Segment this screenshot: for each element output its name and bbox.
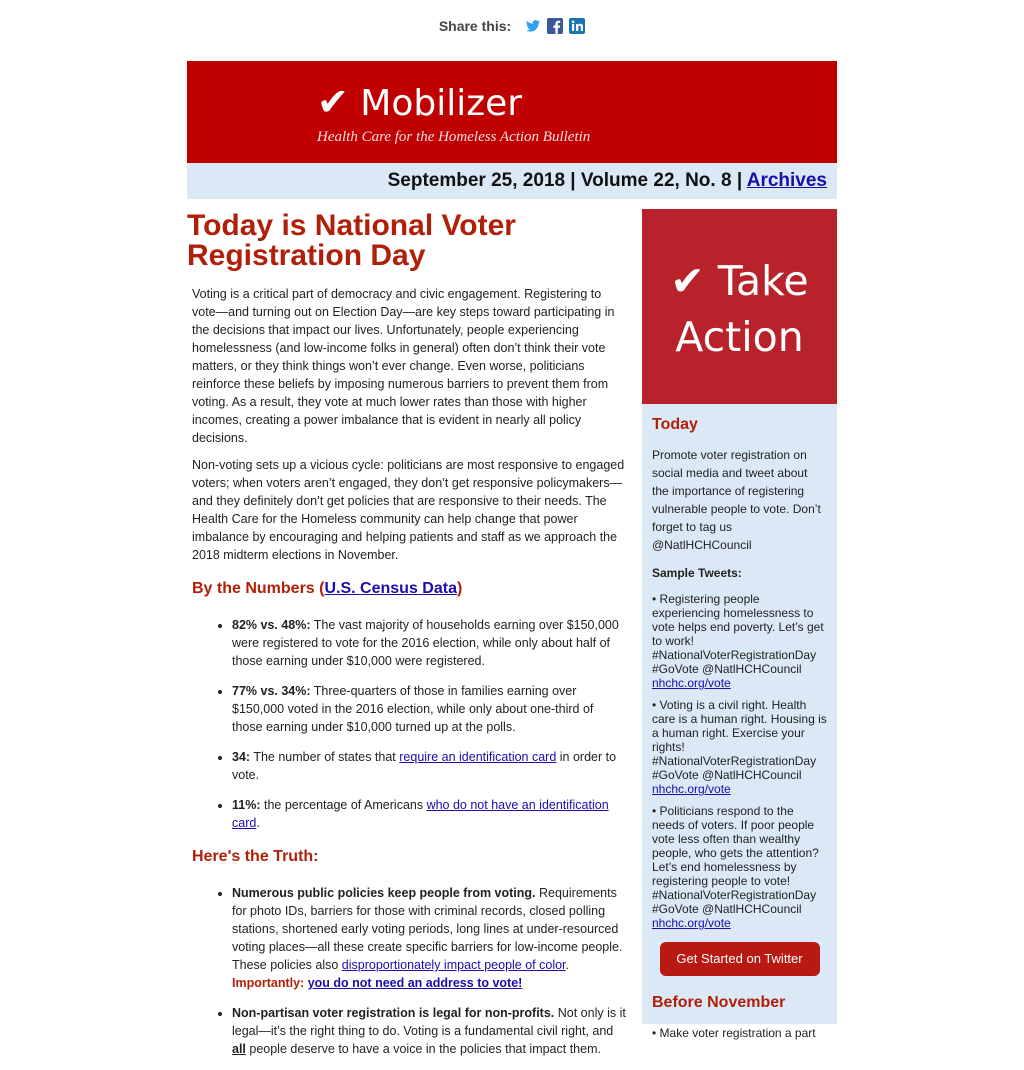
twitter-icon[interactable] [525,18,541,34]
mobilizer-logo [317,81,590,146]
tweet-link[interactable]: nhchc.org/vote [652,782,731,796]
truth-heading: Here's the Truth: [192,848,319,865]
tweet-link[interactable]: nhchc.org/vote [652,916,731,930]
logo-title: Mobilizer [360,83,523,124]
before-november-heading: Before November [652,994,786,1011]
tweet-link[interactable]: nhchc.org/vote [652,676,731,690]
today-heading: Today [652,416,698,433]
list-item: • 11%: the percentage of Americans who do not have an identification card. [232,796,632,832]
checkmark-icon: ✔ [317,80,349,124]
issue-date-bar [187,163,837,199]
before-november-text: • Make voter registration a part [652,1026,816,1040]
list-item: • 34: The number of states that require an identification card in order to vote. [232,748,632,784]
issue-date: September 25, 2018 | Volume 22, No. 8 | [387,170,743,191]
sample-tweet: • Registering people experiencing homelessness to vote helps end poverty. Let’s get to work! #NationalVoterRegistrationDay #GoVote @NatlHCHCouncil nhchc.org/vote [652,592,824,690]
page-title: Today is National Voter Registration Day [187,209,516,272]
census-data-link[interactable]: U.S. Census Data [324,580,457,597]
second-paragraph: Non-voting sets up a vicious cycle: politicians are most responsive to engaged voters; when voters aren’t engaged, they don’t get responsive policymakers—and they definitely don’t get policies that are responsive to their needs. The Health Care for the Homeless community can help change that power imbalance by encouraging and helping patients and staff as we approach the 2018 midterm elections in November. [192,458,625,562]
id-requirement-link[interactable]: require an identification card [399,750,557,764]
sample-tweet: • Voting is a civil right. Health care is a human right. Housing is a human right. Exercise your rights! #NationalVoterRegistrationDay #GoVote @NatlHCHCouncil nhchc.org/vote [652,698,827,796]
sample-tweet: • Politicians respond to the needs of voters. If poor people vote less often than wealthy people, who gets the attention? Let’s end homelessness by registering people to vote! #NationalVoterRegistrationDay #GoVote @NatlHCHCouncil nhchc.org/vote [652,804,819,930]
intro-paragraph: Voting is a critical part of democracy and civic engagement. Registering to vote—and turning out on Election Day—are key steps toward participating in the decisions that impact our lives. Unfortunately, people experiencing homelessness (and low-income folks in general) often don’t think their vote matters, or they think things won’t ever change. Even worse, politicians reinforce these beliefs by imposing numerous barriers to prevent them from voting. As a result, they vote at much lower rates than those with higher incomes, creating a power imbalance that is evident in nearly all policy decisions. [192,287,615,445]
list-item: • 82% vs. 48%: The vast majority of households earning over $150,000 were registered to vote for the 2016 election, while only about half of those earning under $10,000 were registered. [232,616,632,670]
linkedin-icon[interactable] [569,18,585,34]
no-address-link[interactable]: you do not need an address to vote! [307,976,523,990]
take-action-sidebar [642,209,837,1040]
logo-subtitle: Health Care for the Homeless Action Bulletin [317,129,591,145]
mobilizer-banner [187,61,837,163]
truth-list [187,884,632,1058]
disproportionate-impact-link[interactable]: disproportionately impact people of color [341,958,566,972]
take-action-banner: ✔ Take Action [642,209,837,404]
sample-tweets-heading: Sample Tweets: [652,566,742,580]
today-text: Promote voter registration on social media and tweet about the importance of registering vulnerable people to vote. Don’t forget to tag us @NatlHCHCouncil [652,448,821,552]
list-item: • Non-partisan voter registration is legal for non-profits. Not only is it legal—it’s the right thing to do. Voting is a fundamental civil right, and all people deserve to have a voice in the policies that impact them. [232,1004,632,1058]
share-label: Share this: [438,18,512,34]
numbers-list [187,616,632,832]
no-id-card-link[interactable]: who do not have an identification card [232,798,609,830]
list-item: • 77% vs. 34%: Three-quarters of those in families earning over $150,000 voted in the 2016 election, while only about one-third of those earning under $10,000 turned up at the polls. [232,682,632,736]
facebook-icon[interactable] [547,18,563,34]
list-item: • Numerous public policies keep people from voting. Requirements for photo IDs, barriers for those with criminal records, closed polling stations, shortened early voting periods, long lines at under-resourced voting places—all these create specific barriers for low-income people. These policies also disproportionately impact people of color. Importantly: you do not need an address to vote! [232,884,632,992]
numbers-heading: By the Numbers (U.S. Census Data) [192,580,463,597]
archives-link[interactable]: Archives [746,170,827,191]
twitter-get-started-button[interactable]: Get Started on Twitter [660,942,820,976]
share-bar [0,18,1024,36]
main-content [187,209,632,1070]
